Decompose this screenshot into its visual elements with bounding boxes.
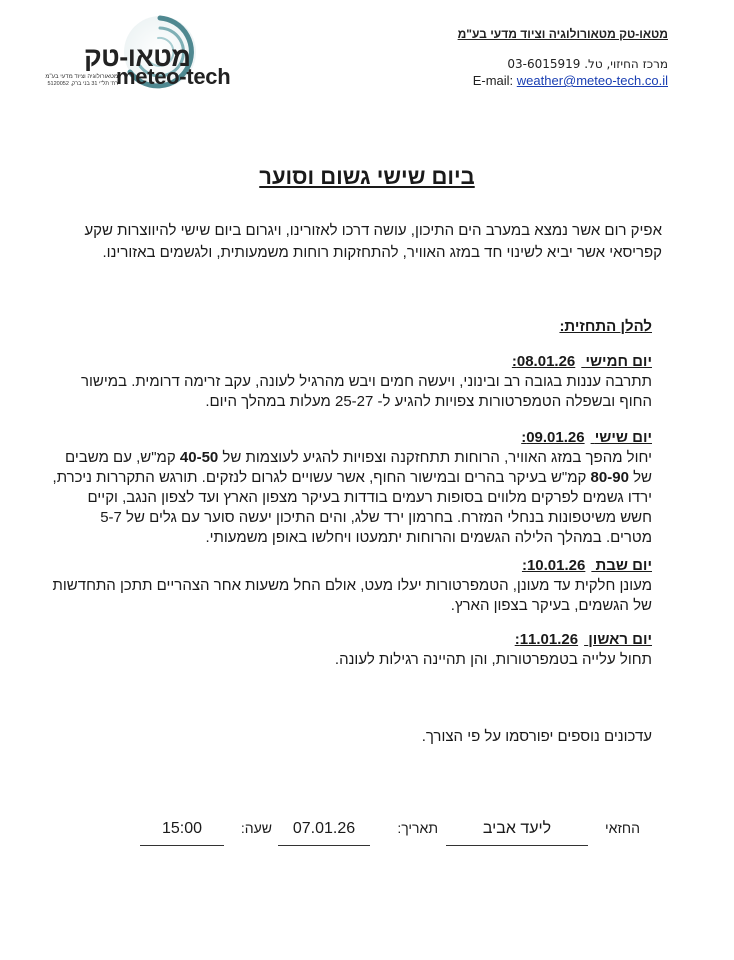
document-title: ביום שישי גשום וסוער [259, 164, 475, 189]
contact-email [473, 73, 668, 88]
day-name: יום חמישי [585, 353, 652, 370]
gust-speed-value: 80-90 [590, 469, 629, 486]
day-heading [52, 630, 652, 650]
logo-latin-text: meteo-tech [116, 64, 231, 89]
day-date: 11.01.26: [514, 631, 579, 648]
time-value: 15:00 [161, 820, 203, 837]
day-text-part: יחול מהפך במזג האוויר, הרוחות תתחזקנה וצפויות להגיע לעוצמות של [218, 449, 652, 466]
day-forecast-sunday [52, 630, 652, 670]
wind-speed-value: 40-50 [179, 449, 219, 466]
day-text-part: קמ"ש בעיקר בהרים ובמישור החוף, אשר עשויים לגרום לנזקים. תורגש התקררות ניכרת, ירדו גשמים לפרקים מלווים בסופות רעמים בודדות בעיקר מצפון הארץ ועד לצפון הנגב, וקיים חשש משיטפונות בנחלי המזרח. בחרמון ירד שלג, והים התיכון יעשה סוער עם גלים של 5-7 מטרים. במהלך הלילה הגשמים והרוחות יתמעטו ויחלשו באופן משמעותי. [52, 469, 652, 546]
updates-note: עדכונים נוספים יפורסמו על פי הצורך. [421, 728, 652, 745]
day-date: 08.01.26: [511, 353, 576, 370]
day-date: 09.01.26: [521, 429, 585, 446]
forecast-heading: להלן התחזית: [559, 318, 652, 335]
day-text: תתרבה עננות בגובה רב ובינוני, ויעשה חמים ויבש מהרגיל לעונה, עקב זרימה דרומית. במישור החוף ובשפלה הטמפרטורות צפויות להגיע ל- 25-27 מעלות במהלך היום. [81, 373, 652, 410]
day-name: יום שבת [595, 557, 652, 574]
date-value: 07.01.26 [292, 820, 356, 837]
day-heading [52, 352, 652, 372]
day-text: מעונן חלקית עד מעונן, הטמפרטורות יעלו מעט, אולם החל משעות אחר הצהריים תתכן התחדשות של הגשמים, בעיקר בצפון הארץ. [52, 577, 652, 614]
day-forecast-saturday [52, 556, 652, 616]
logo-tagline: מטאורולוגיה וציוד מדעי בע"מ [45, 74, 118, 80]
day-text: תחול עלייה בטמפרטורות, והן תהיינה רגילות לעונה. [334, 651, 652, 668]
company-name: מטאו-טק מטאורולוגיה וציוד מדעי בע"מ [457, 27, 668, 41]
day-text-part: קמ"ש, עם משבים של [65, 449, 652, 486]
forecaster-line [446, 845, 588, 846]
company-logo [40, 14, 240, 90]
intro-paragraph: אפיק רום אשר נמצא במערב הים התיכון, עושה דרכו לאזורינו, ויגרום ביום שישי להיווצרות שקע קפריסאי אשר יביא לשינוי חד במזג האוויר, להתחזקות רוחות משמעותית, ולגשמים באזורינו. [84, 222, 662, 261]
day-text [52, 448, 652, 548]
day-name: יום שישי [594, 429, 652, 446]
forecaster-name: ליעד אביב [482, 820, 552, 837]
day-forecast-thursday [52, 352, 652, 412]
forecast-center-phone: מרכז החיזוי, טל. 03-6015919 [507, 57, 668, 71]
day-forecast-friday [52, 428, 652, 548]
day-name: יום ראשון [588, 631, 652, 648]
time-label: שעה: [240, 820, 272, 836]
date-line [278, 845, 370, 846]
logo-address: רח' תל"י 31 בני ברק, 5120052 [47, 81, 118, 87]
logo-hebrew-text: מטאו-טק [84, 42, 191, 72]
day-date: 10.01.26: [521, 557, 586, 574]
date-label: תאריך: [397, 820, 438, 836]
time-line [140, 845, 224, 846]
day-heading [52, 556, 652, 576]
email-label: E-mail: [472, 73, 514, 88]
email-link[interactable]: weather@meteo-tech.co.il [516, 73, 668, 88]
day-heading [52, 428, 652, 448]
forecaster-label: החזאי [604, 820, 640, 836]
